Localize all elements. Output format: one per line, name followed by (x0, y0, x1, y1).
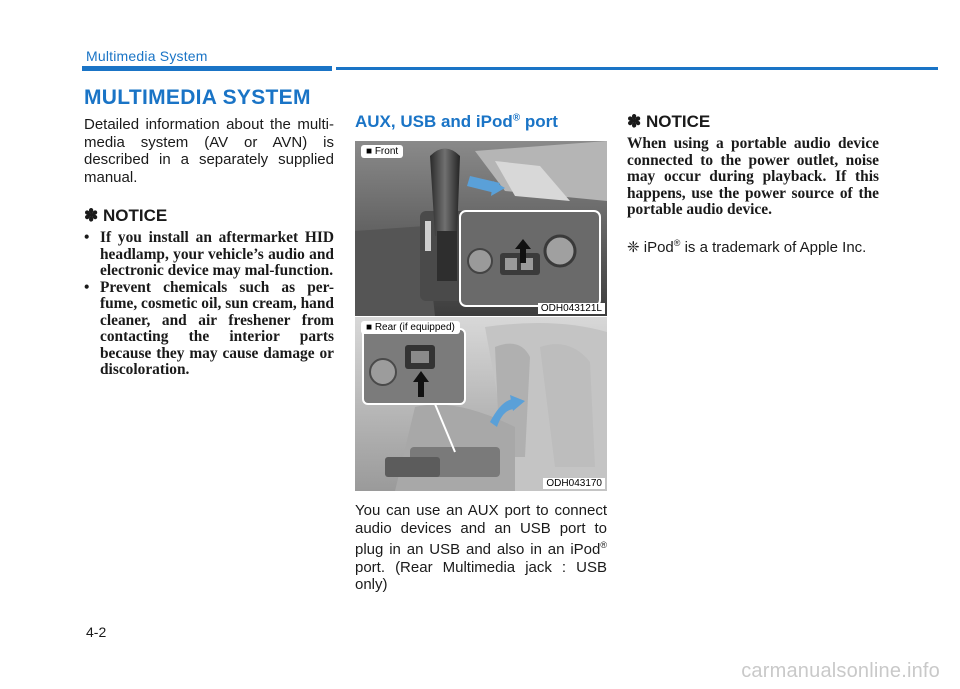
figure-front-code: ODH043121L (538, 303, 605, 314)
column-middle (355, 112, 607, 594)
column-left (84, 116, 334, 379)
notice-item: • Prevent chemicals such as per-fume, cosmetic oil, sun cream, hand cleaner, and air freshener from contacting the interior parts because they may cause damage or discoloration. (84, 280, 334, 379)
rear-seat-illustration (355, 317, 607, 491)
column-right (627, 112, 879, 256)
portable-audio-notice: When using a portable audio device connected to the power outlet, noise may occur during playback. If this happens, use the power source of the portable audio device. (627, 135, 879, 218)
figure-rear-code: ODH043170 (543, 478, 605, 489)
header-rule-thick (82, 66, 332, 71)
figure-rear (355, 317, 607, 491)
figure-rear-tag: ■ Rear (if equipped) (361, 321, 460, 334)
notice-item: • If you install an aftermarket HID headlamp, your vehicle’s audio and electronic device may mal-function. (84, 230, 334, 280)
section-label: Multimedia System (86, 48, 208, 64)
trademark-note: ❈ iPod® is a trademark of Apple Inc. (627, 237, 867, 256)
header-rule-thin (336, 67, 938, 70)
page-title: MULTIMEDIA SYSTEM (84, 86, 311, 109)
watermark: carmanualsonline.info (741, 660, 940, 682)
figure-front-tag: ■ Front (361, 145, 403, 158)
notice-list (84, 230, 334, 379)
notice-heading-right: ✽ NOTICE (627, 112, 711, 131)
intro-paragraph: Detailed information about the multi-media system (AV or AVN) is described in a separately supplied manual. (84, 116, 334, 186)
aux-usb-description: You can use an AUX port to connect audio devices and an USB port to plug in an USB and also in an iPod® port. (Rear Multimedia jack : USB only) (355, 502, 607, 593)
figure-front (355, 141, 607, 316)
aux-usb-heading: AUX, USB and iPod® port (355, 112, 558, 131)
front-console-illustration (355, 141, 607, 316)
page-number: 4-2 (86, 624, 107, 640)
notice-heading-left: ✽ NOTICE (84, 206, 168, 225)
